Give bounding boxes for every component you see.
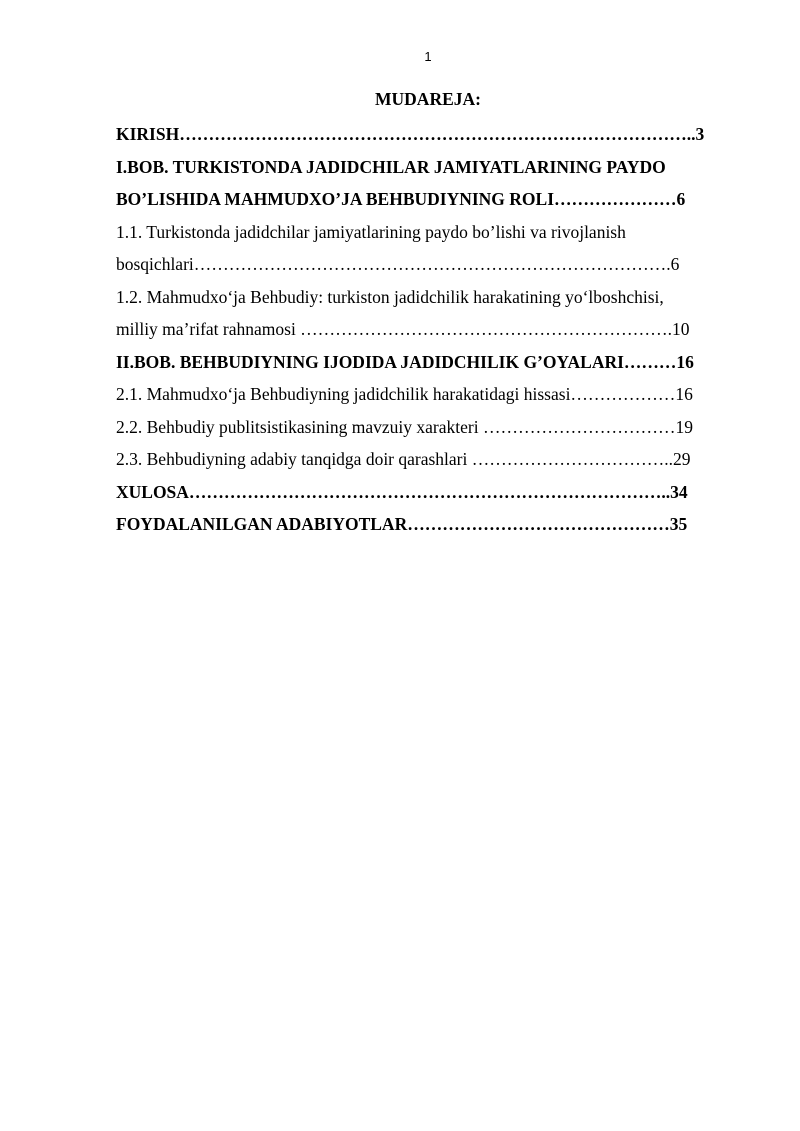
toc-entry-2-1[interactable]: 2.1. Mahmudxoʻja Behbudiyning jadidchilik harakatidagi hissasi………………16 — [116, 384, 693, 404]
table-of-contents — [116, 118, 743, 541]
toc-entry-adabiyotlar[interactable]: FOYDALANILGAN ADABIYOTLAR………………………………………35 — [116, 514, 688, 534]
page-number: 1 — [424, 49, 432, 64]
toc-entry-1-1-line-1[interactable]: 1.1. Turkistonda jadidchilar jamiyatlarining paydo bo’lishi va rivojlanish — [116, 221, 626, 242]
toc-entry-2-2[interactable]: 2.2. Behbudiy publitsistikasining mavzuiy xarakteri ……………………………19 — [116, 416, 693, 437]
toc-entry-chapter-1-line-1[interactable]: I.BOB. TURKISTONDA JADIDCHILAR JAMIYATLARINING PAYDO — [116, 156, 666, 177]
toc-entry-2-3[interactable]: 2.3. Behbudiyning adabiy tanqidga doir qarashlari ……………………………..29 — [116, 449, 691, 469]
toc-entry-1-2-line-1[interactable]: 1.2. Mahmudxoʻja Behbudiy: turkiston jadidchilik harakatining yoʻlboshchisi, — [116, 286, 664, 307]
toc-entry-chapter-1-line-2[interactable]: BO’LISHIDA MAHMUDXO’JA BEHBUDIYNING ROLI…………………6 — [116, 189, 686, 209]
toc-title: MUDAREJA: — [375, 89, 481, 109]
toc-entry-kirish[interactable]: KIRISH……………………………………………………………………………..3 — [116, 124, 705, 144]
toc-entry-chapter-2[interactable]: II.BOB. BEHBUDIYNING IJODIDA JADIDCHILIK G’OYALARI………16 — [116, 351, 694, 372]
toc-entry-xulosa[interactable]: XULOSA………………………………………………………………………..34 — [116, 481, 688, 502]
toc-entry-1-2-line-2[interactable]: milliy maʼrifat rahnamosi ……………………………………………………….10 — [116, 319, 690, 339]
toc-entry-1-1-line-2[interactable]: bosqichlari……………………………………………………………………….6 — [116, 254, 680, 274]
